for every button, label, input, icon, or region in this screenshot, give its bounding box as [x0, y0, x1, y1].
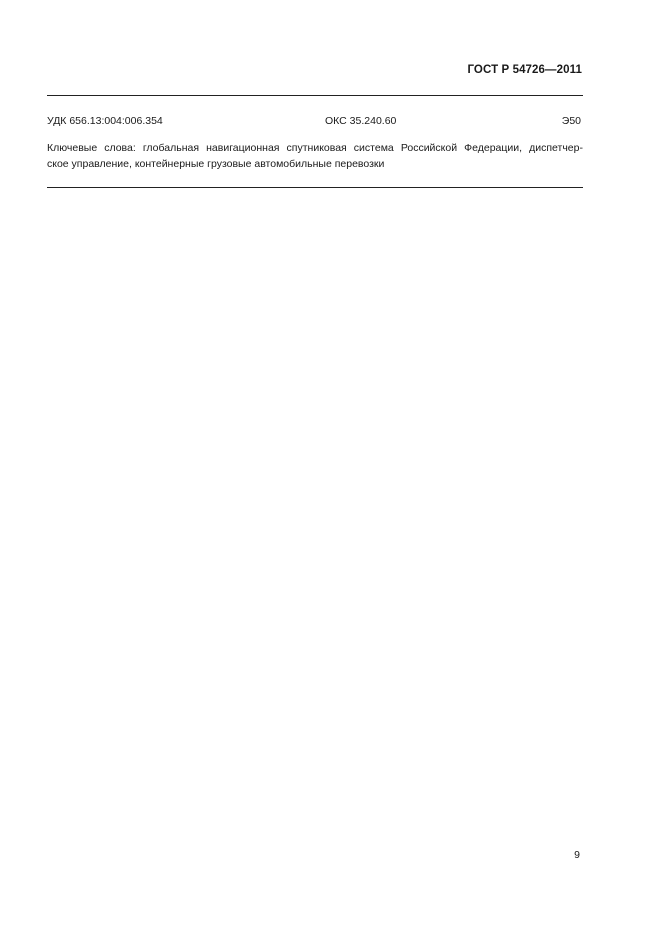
standard-code-header: ГОСТ Р 54726—2011	[467, 64, 582, 76]
classification-row	[47, 115, 581, 131]
keywords-line-1: Ключевые слова: глобальная навигационная спутниковая система Российской Федерации, диспетчер-	[47, 142, 583, 154]
keywords-line-2: ское управление, контейнерные грузовые автомобильные перевозки	[47, 158, 385, 170]
top-divider	[47, 95, 583, 96]
page-number: 9	[574, 849, 580, 861]
udk-code: УДК 656.13:004:006.354	[47, 115, 163, 127]
oks-code: ОКС 35.240.60	[325, 115, 397, 127]
bottom-divider	[47, 187, 583, 188]
okstu-code: Э50	[561, 115, 581, 127]
keywords-block	[47, 140, 583, 172]
